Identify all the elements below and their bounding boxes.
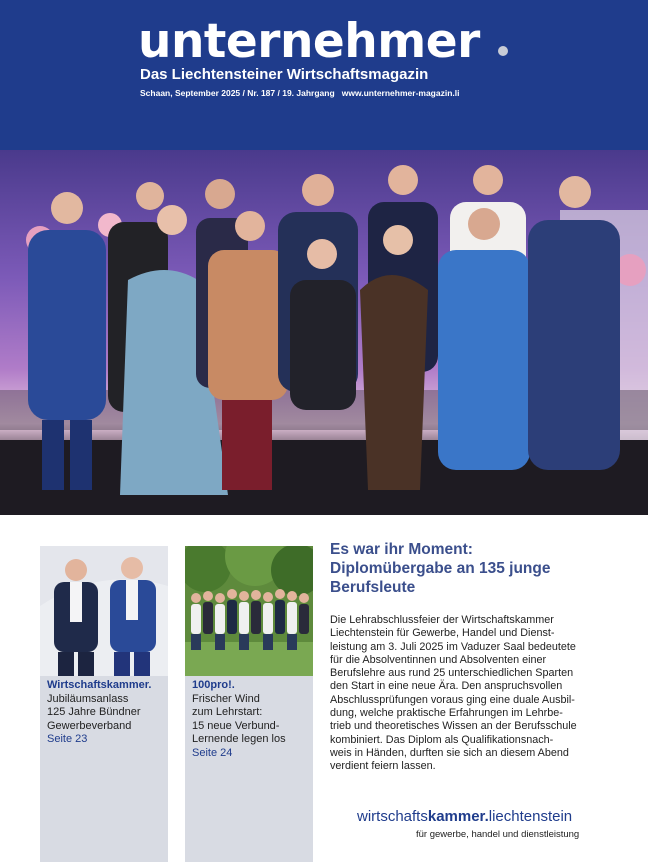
brand-part-bold: kammer. — [427, 808, 489, 825]
brand-part: wirtschafts — [357, 808, 428, 825]
magazine-tagline: Das Liechtensteiner Wirtschaftsmagazin — [140, 66, 429, 83]
article-body — [330, 614, 620, 774]
wirtschaftskammer-logo — [357, 808, 572, 826]
teaser-line: Frischer Wind — [192, 692, 260, 705]
sidebar-teaser-100pro[interactable] — [185, 546, 313, 862]
teaser-line: 125 Jahre Bündner — [47, 706, 141, 718]
teaser-text — [192, 679, 286, 760]
teaser-line: Gewerbeverband — [47, 719, 132, 732]
teaser-page-link[interactable]: Seite 24 — [192, 746, 233, 759]
teaser-photo-group-outdoor — [185, 546, 313, 676]
article-line: für die Absolventinnen und Absolventen einer — [330, 653, 547, 666]
logo-dot-icon — [498, 46, 508, 56]
teaser-photo-two-men — [40, 546, 168, 676]
article-line: Die Lehrabschlussfeier der Wirtschaftskammer — [330, 614, 554, 626]
article-line: Berufslehre aus rund 25 unterschiedlichen Sparten — [330, 667, 574, 680]
cover-headline — [330, 540, 630, 597]
article-line: den Start in eine neue Ära. Den anspruchsvollen — [330, 680, 563, 693]
headline-line: Es war ihr Moment: — [330, 541, 473, 558]
article-line: Liechtenstein für Gewerbe, Handel und Dienst- — [330, 627, 555, 640]
teaser-title: 100pro!. — [192, 679, 235, 691]
teaser-title: Wirtschaftskammer. — [47, 679, 152, 691]
article-line: leistung am 3. Juli 2025 im Vaduzer Saal bedeutete — [330, 640, 576, 653]
sidebar-teaser-wirtschaftskammer[interactable] — [40, 546, 168, 862]
article-line: Abschlussprüfungen voraus ging eine duale Ausbil- — [330, 693, 575, 706]
masthead — [0, 0, 648, 150]
article-line: trieb und theoretisches Wissen an der Berufsschule — [330, 720, 577, 733]
headline-line: Berufsleute — [330, 579, 416, 596]
issue-line: Schaan, September 2025 / Nr. 187 / 19. Jahrgang www.unternehmer-magazin.li — [140, 88, 460, 98]
magazine-logo: unternehmer — [138, 14, 480, 69]
teaser-line: zum Lehrstart: — [192, 706, 263, 718]
cover-photo — [0, 150, 648, 515]
article-line: dung, welche praktische Erfahrungen im Lehrbe- — [330, 707, 563, 720]
article-line: verdient feiern lassen. — [330, 760, 436, 773]
brand-part: liechtenstein — [488, 808, 573, 825]
headline-line: Diplomübergabe an 135 junge — [330, 560, 551, 577]
teaser-text — [47, 679, 151, 747]
teaser-line: Lernende legen los — [192, 733, 286, 745]
teaser-line: 15 neue Verbund- — [192, 719, 280, 732]
teaser-page-link[interactable]: Seite 23 — [47, 733, 88, 745]
teaser-line: Jubiläumsanlass — [47, 692, 129, 705]
group-photo-illustration — [0, 150, 648, 515]
article-line: kombiniert. Das Diplom als Qualifikationsnach- — [330, 733, 554, 746]
brand-subline: für gewerbe, handel und dienstleistung — [416, 829, 580, 840]
article-line: weis in Händen, durften sie sich an diesem Abend — [330, 746, 569, 759]
